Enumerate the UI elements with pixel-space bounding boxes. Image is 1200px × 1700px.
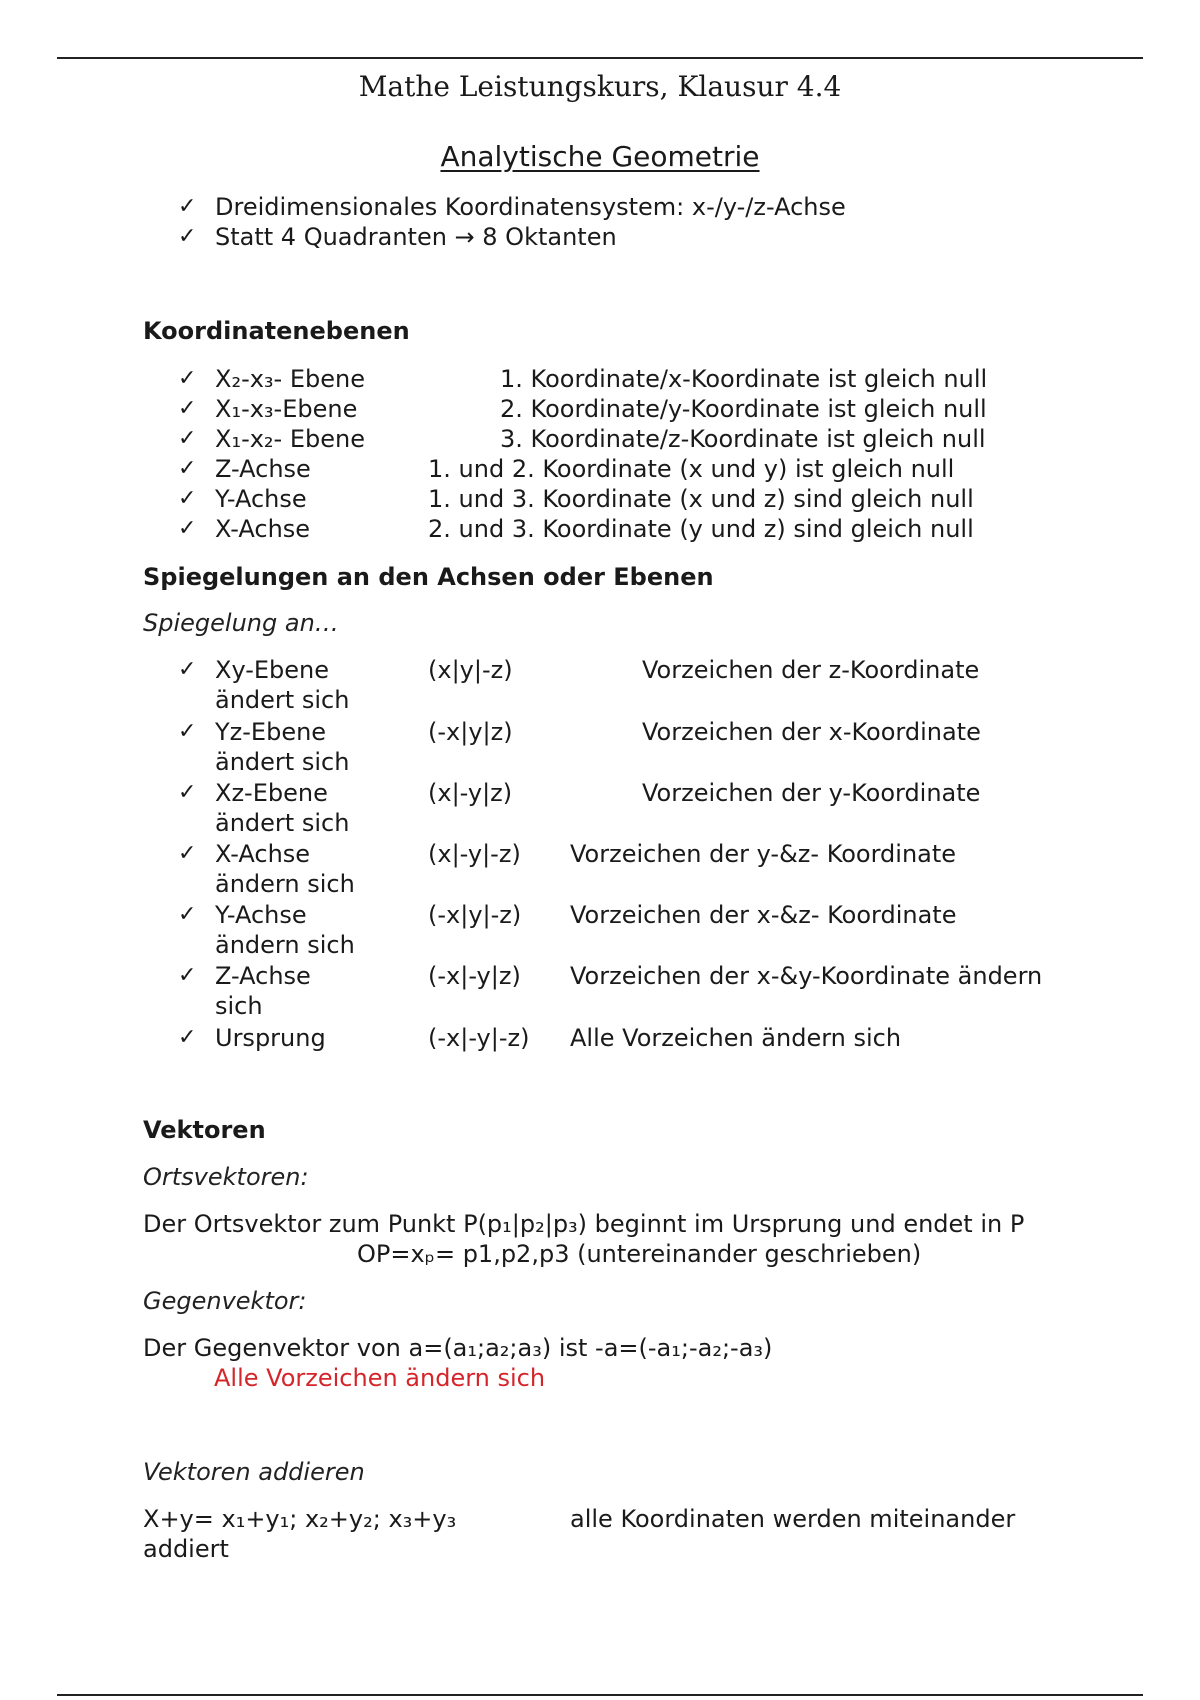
check-icon: ✓: [178, 366, 197, 391]
list-item-name: Z-Achse: [215, 962, 311, 990]
ortsvektor-text: Der Ortsvektor zum Punkt P(p₁|p₂|p₃) beginnt im Ursprung und endet in P: [143, 1210, 1025, 1238]
section-heading-koordinatenebenen: Koordinatenebenen: [143, 317, 410, 345]
list-item-coords: (-x|-y|z): [428, 962, 521, 990]
list-item-desc: Vorzeichen der y-Koordinate: [642, 779, 981, 807]
list-item-cont: ändert sich: [215, 686, 350, 714]
intro-item: Statt 4 Quadranten → 8 Oktanten: [215, 223, 617, 251]
list-item-desc: 1. und 2. Koordinate (x und y) ist gleich null: [428, 455, 955, 483]
list-item-desc: 3. Koordinate/z-Koordinate ist gleich null: [500, 425, 986, 453]
subheading-gegenvektor: Gegenvektor:: [143, 1287, 307, 1315]
list-item-desc: 1. Koordinate/x-Koordinate ist gleich null: [500, 365, 988, 393]
list-item-name: X₁-x₂- Ebene: [215, 425, 365, 453]
check-icon: ✓: [178, 224, 197, 249]
list-item-cont: ändern sich: [215, 931, 355, 959]
addieren-cont: addiert: [143, 1535, 229, 1563]
ortsvektor-formula: OP=xₚ= p1,p2,p3 (untereinander geschrieben): [357, 1240, 922, 1268]
section-heading-spiegelungen: Spiegelungen an den Achsen oder Ebenen: [143, 563, 714, 591]
check-icon: ✓: [178, 516, 197, 541]
list-item-cont: ändern sich: [215, 870, 355, 898]
check-icon: ✓: [178, 963, 197, 988]
gegenvektor-text: Der Gegenvektor von a=(a₁;a₂;a₃) ist -a=(-a₁;-a₂;-a₃): [143, 1334, 773, 1362]
list-item-name: Xy-Ebene: [215, 656, 330, 684]
bottom-rule: [57, 1694, 1143, 1696]
check-icon: ✓: [178, 780, 197, 805]
check-icon: ✓: [178, 1025, 197, 1050]
top-rule: [57, 57, 1143, 59]
list-item-name: Z-Achse: [215, 455, 311, 483]
list-item-desc: Vorzeichen der y-&z- Koordinate: [570, 840, 957, 868]
check-icon: ✓: [178, 719, 197, 744]
list-item-name: X-Achse: [215, 840, 311, 868]
gegenvektor-note: Alle Vorzeichen ändern sich: [214, 1364, 546, 1392]
check-icon: ✓: [178, 456, 197, 481]
list-item-desc: Alle Vorzeichen ändern sich: [570, 1024, 902, 1052]
list-item-desc: 2. und 3. Koordinate (y und z) sind gleich null: [428, 515, 974, 543]
subheading-ortsvektoren: Ortsvektoren:: [143, 1163, 309, 1191]
list-item-coords: (x|y|-z): [428, 656, 513, 684]
list-item-coords: (x|-y|z): [428, 779, 513, 807]
page-title: Analytische Geometrie: [440, 140, 760, 173]
list-item-name: Xz-Ebene: [215, 779, 328, 807]
list-item-desc: Vorzeichen der x-Koordinate: [642, 718, 981, 746]
section-heading-vektoren: Vektoren: [143, 1116, 266, 1144]
list-item-desc: Vorzeichen der x-&y-Koordinate ändern: [570, 962, 1043, 990]
list-item-coords: (x|-y|-z): [428, 840, 521, 868]
list-item-coords: (-x|-y|-z): [428, 1024, 530, 1052]
list-item-name: Ursprung: [215, 1024, 326, 1052]
list-item-desc: Vorzeichen der x-&z- Koordinate: [570, 901, 957, 929]
subheading-spiegelung-an: Spiegelung an…: [143, 609, 339, 637]
list-item-name: Y-Achse: [215, 485, 307, 513]
list-item-name: X-Achse: [215, 515, 311, 543]
list-item-coords: (-x|y|z): [428, 718, 513, 746]
list-item-coords: (-x|y|-z): [428, 901, 522, 929]
check-icon: ✓: [178, 486, 197, 511]
list-item-desc: Vorzeichen der z-Koordinate: [642, 656, 980, 684]
check-icon: ✓: [178, 841, 197, 866]
intro-item: Dreidimensionales Koordinatensystem: x-/y-/z-Achse: [215, 193, 846, 221]
list-item-cont: sich: [215, 992, 263, 1020]
addieren-formula: X+y= x₁+y₁; x₂+y₂; x₃+y₃: [143, 1505, 457, 1533]
list-item-desc: 2. Koordinate/y-Koordinate ist gleich null: [500, 395, 987, 423]
check-icon: ✓: [178, 194, 197, 219]
list-item-name: X₂-x₃- Ebene: [215, 365, 365, 393]
check-icon: ✓: [178, 902, 197, 927]
list-item-name: X₁-x₃-Ebene: [215, 395, 358, 423]
check-icon: ✓: [178, 426, 197, 451]
list-item-cont: ändert sich: [215, 748, 350, 776]
check-icon: ✓: [178, 396, 197, 421]
subheading-vektoren-addieren: Vektoren addieren: [143, 1458, 365, 1486]
addieren-desc: alle Koordinaten werden miteinander: [570, 1505, 1016, 1533]
list-item-name: Y-Achse: [215, 901, 307, 929]
check-icon: ✓: [178, 657, 197, 682]
list-item-cont: ändert sich: [215, 809, 350, 837]
list-item-desc: 1. und 3. Koordinate (x und z) sind gleich null: [428, 485, 974, 513]
list-item-name: Yz-Ebene: [215, 718, 327, 746]
header-title: Mathe Leistungskurs, Klausur 4.4: [358, 70, 842, 103]
